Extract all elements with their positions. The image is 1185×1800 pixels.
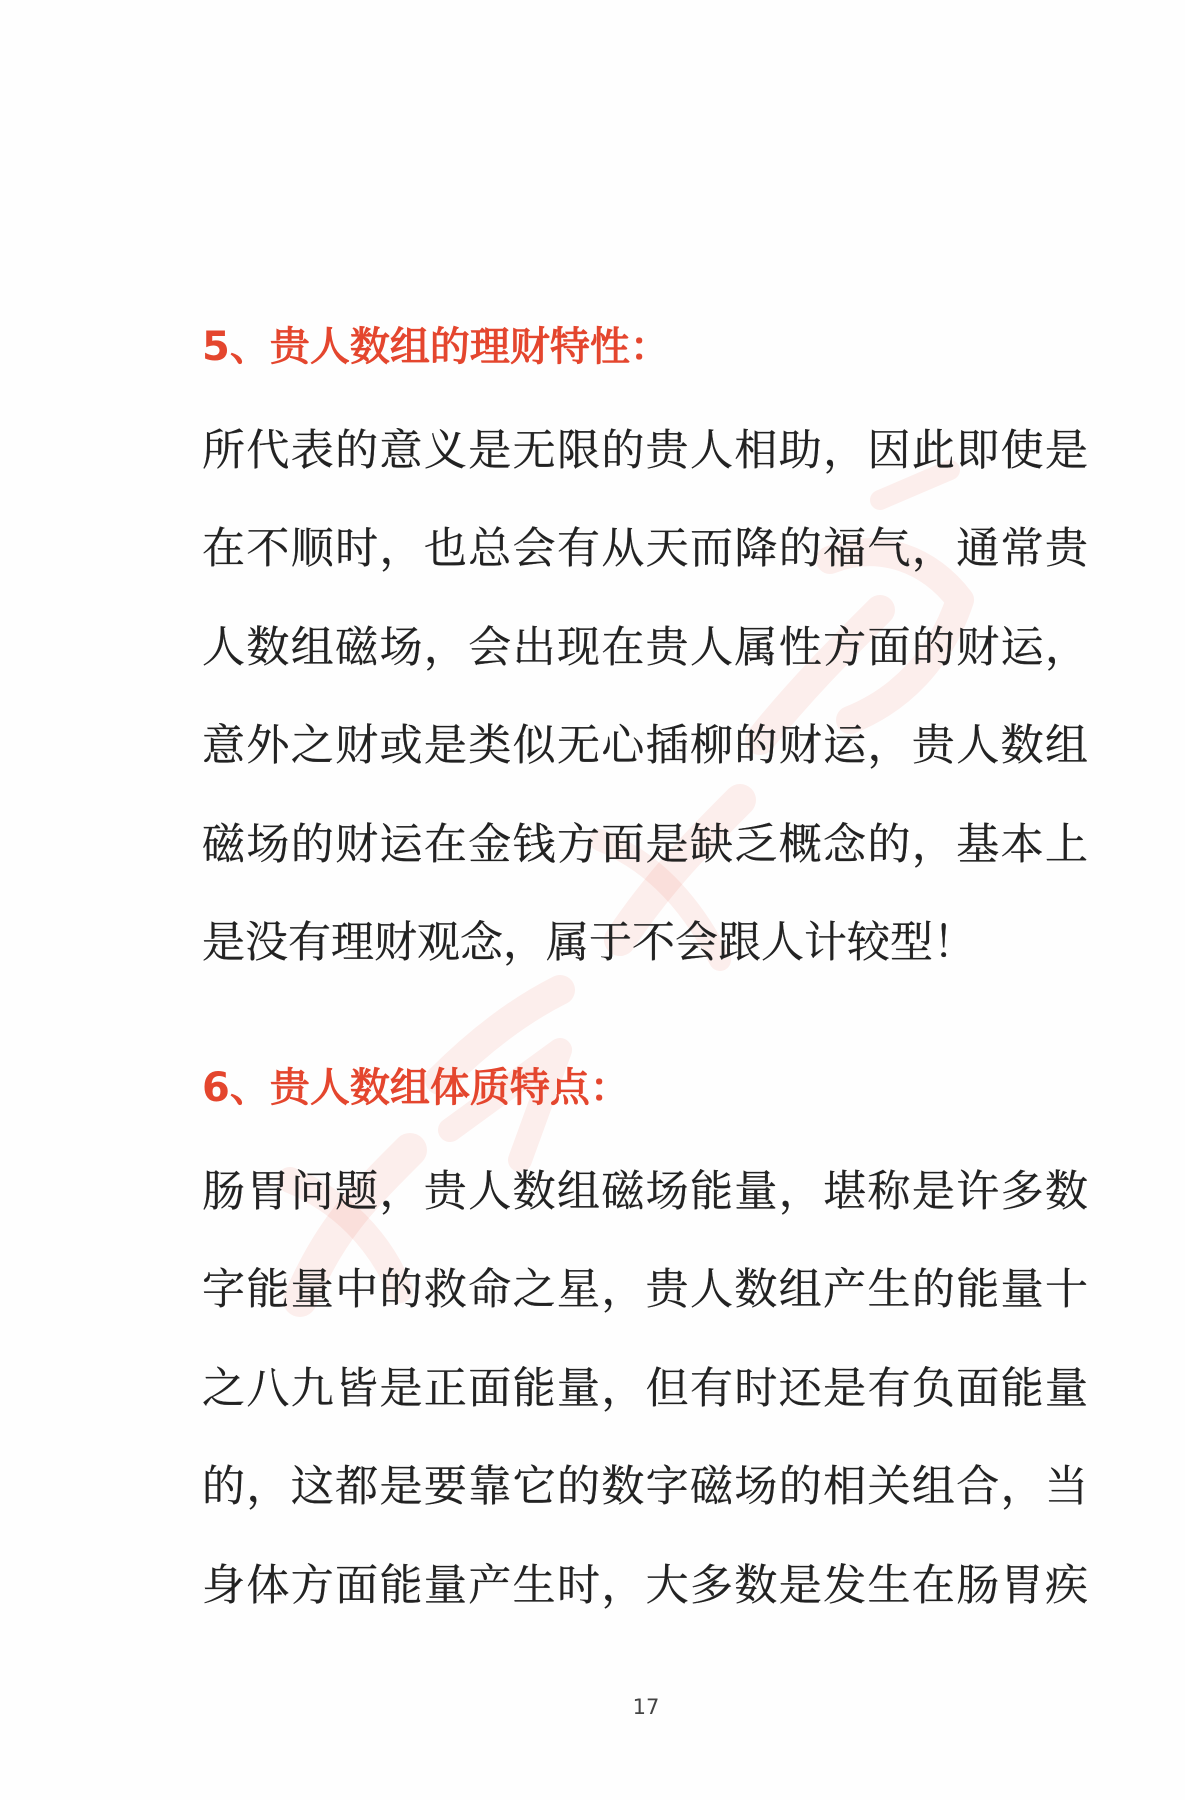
- paragraph-line: 肠胃问题，贵人数组磁场能量，堪称是许多数: [202, 1167, 1088, 1217]
- section-body-6: [202, 1143, 1088, 1635]
- page-number: 17: [632, 1695, 660, 1719]
- paragraph-line: 字能量中的救命之星，贵人数组产生的能量十: [202, 1265, 1088, 1316]
- paragraph-line: 在不顺时，也总会有从天而降的福气，通常贵: [202, 524, 1088, 575]
- section-body-5: [202, 402, 1088, 992]
- paragraph-line: 人数组磁场，会出现在贵人属性方面的财运，: [202, 622, 1088, 673]
- paragraph-line: 磁场的财运在金钱方面是缺乏概念的，基本上: [202, 819, 1088, 870]
- section-heading-5: 5、贵人数组的理财特性：: [202, 324, 670, 370]
- paragraph-line: 身体方面能量产生时，大多数是发生在肠胃疾: [202, 1560, 1088, 1611]
- section-heading-6: 6、贵人数组体质特点：: [202, 1065, 630, 1111]
- paragraph-line: 所代表的意义是无限的贵人相助，因此即使是: [202, 426, 1088, 476]
- paragraph-line: 意外之财或是类似无心插柳的财运，贵人数组: [202, 721, 1088, 772]
- paragraph-line: 之八九皆是正面能量，但有时还是有负面能量: [202, 1363, 1088, 1414]
- paragraph-line: 是没有理财观念，属于不会跟人计较型！: [202, 917, 976, 968]
- paragraph-line: 的，这都是要靠它的数字磁场的相关组合，当: [202, 1462, 1088, 1513]
